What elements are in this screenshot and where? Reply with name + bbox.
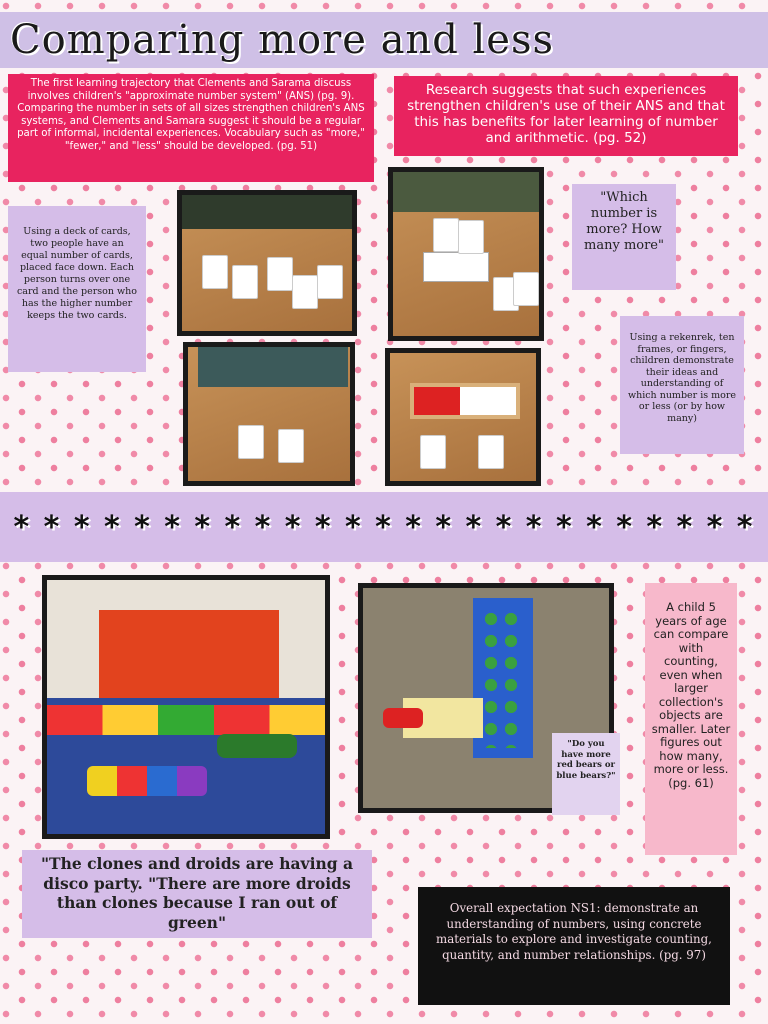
rekenrek-text: Using a rekenrek, ten frames, or fingers, children demonstrate their ideas and understanding of which number is more or less (or by how many)	[627, 332, 737, 424]
title-banner	[0, 12, 768, 68]
photo-clones-droids	[42, 575, 330, 839]
quote-box	[22, 850, 372, 938]
intro-box	[8, 74, 374, 182]
quote-text: "The clones and droids are having a disco party. "There are more droids than clones because I ran out of green"	[40, 854, 353, 932]
photo-card-game-3	[183, 342, 355, 486]
expectation-text: Overall expectation NS1: demonstrate an understanding of numbers, using concrete materials to explore and investigate counting, quantity, and number relationships. (pg. 97)	[436, 901, 712, 962]
research-text: Research suggests that such experiences strengthen children's use of their ANS and that this has benefits for later learning of number and arithmetic. (pg. 52)	[407, 82, 725, 146]
card-game-text: Using a deck of cards, two people have an equal number of cards, placed face down. Each person turns over one card and the person who has the higher number keeps the two cards.	[16, 226, 138, 321]
research-box	[394, 76, 738, 156]
photo-card-game-2	[388, 167, 544, 341]
child-box	[645, 583, 737, 855]
expectation-box	[418, 887, 730, 1005]
rekenrek-box	[620, 316, 744, 454]
question-text: "Which number is more? How many more"	[584, 190, 664, 253]
intro-text: The first learning trajectory that Clements and Sarama discuss involves children's "approximate number system" (ANS) (pg. 9). Comparing the number in sets of all sizes strengthen children's ANS systems, and Clements and Samara suggest it should be a regular part of informal, incidental experiences. Vocabulary such as "more," "fewer," and "less" should be developed. (pg. 51)	[17, 78, 365, 152]
photo-rekenrek	[385, 348, 541, 486]
child-text: A child 5 years of age can compare with counting, even when larger collection's objects are smaller. Later figures out how many, more or less. (pg. 61)	[651, 600, 731, 790]
stars-text: * * * * * * * * * * * * * * * * * * * * * * * * *	[13, 509, 755, 545]
bears-question-text: "Do you have more red bears or blue bears?"	[556, 739, 616, 781]
card-game-box	[8, 206, 146, 372]
stars-divider	[0, 492, 768, 562]
page-title: Comparing more and less	[10, 17, 555, 63]
photo-card-game-1	[177, 190, 357, 336]
bears-question-box	[552, 733, 620, 815]
question-box	[572, 184, 676, 290]
